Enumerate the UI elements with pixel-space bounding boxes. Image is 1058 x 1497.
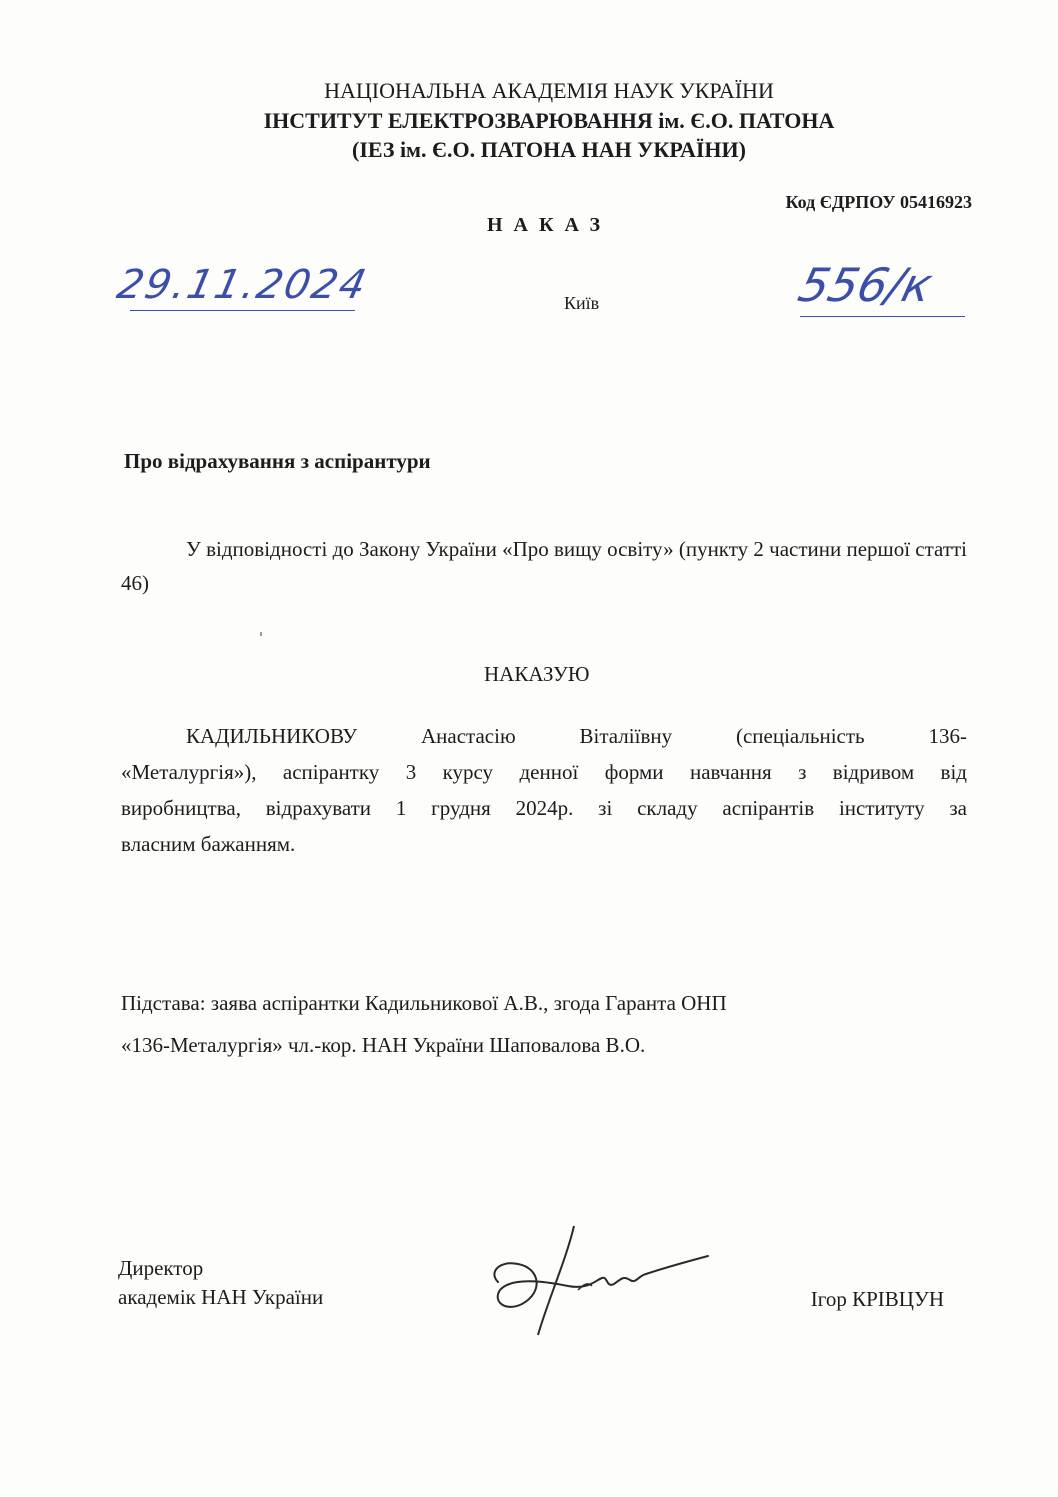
institute-abbreviation: (ІЕЗ ім. Є.О. ПАТОНА НАН УКРАЇНИ) <box>352 137 746 162</box>
date-underline <box>130 310 355 311</box>
signatory-position: Директор <box>118 1256 204 1280</box>
order-directive: НАКАЗУЮ <box>484 662 590 686</box>
order-body-line: власним бажанням. <box>121 832 296 856</box>
order-body-line: виробництва, відрахувати 1 грудня 2024р. зі складу аспірантів інституту за <box>121 796 967 820</box>
basis-paragraph <box>121 982 967 1066</box>
order-body-line: «Металургія»), аспірантку 3 курсу денної форми навчання з відривом від <box>121 760 967 784</box>
preamble-paragraph: У відповідності до Закону України «Про вищу освіту» (пункту 2 частини першої статті 46) <box>121 537 968 595</box>
order-subject: Про відрахування з аспірантури <box>124 449 431 473</box>
handwritten-date: 29.11.2024 <box>113 262 372 308</box>
institute-name: ІНСТИТУТ ЕЛЕКТРОЗВАРЮВАННЯ ім. Є.О. ПАТОНА <box>263 108 835 133</box>
document-title: НАКАЗ <box>487 214 612 236</box>
edrpou-code: Код ЄДРПОУ 05416923 <box>785 192 972 212</box>
handwritten-signature <box>478 1220 718 1345</box>
basis-line: Підстава: заява аспірантки Кадильникової А.В., згода Гаранта ОНП <box>121 991 727 1015</box>
academy-name: НАЦІОНАЛЬНА АКАДЕМІЯ НАУК УКРАЇНИ <box>324 78 774 103</box>
handwritten-order-number: 556/к <box>793 258 938 312</box>
city-label: Київ <box>564 293 600 313</box>
signatory-block <box>118 1254 323 1312</box>
signatory-title: академік НАН України <box>118 1285 324 1309</box>
order-number-underline <box>800 316 965 317</box>
signatory-name: Ігор КРІВЦУН <box>810 1287 944 1311</box>
scan-speck <box>260 632 262 636</box>
basis-line: «136-Металургія» чл.-кор. НАН України Шаповалова В.О. <box>121 1033 646 1057</box>
order-body-line: КАДИЛЬНИКОВУ Анастасію Віталіївну (спеціальність 136- <box>186 724 967 748</box>
order-body-paragraph <box>121 718 967 862</box>
